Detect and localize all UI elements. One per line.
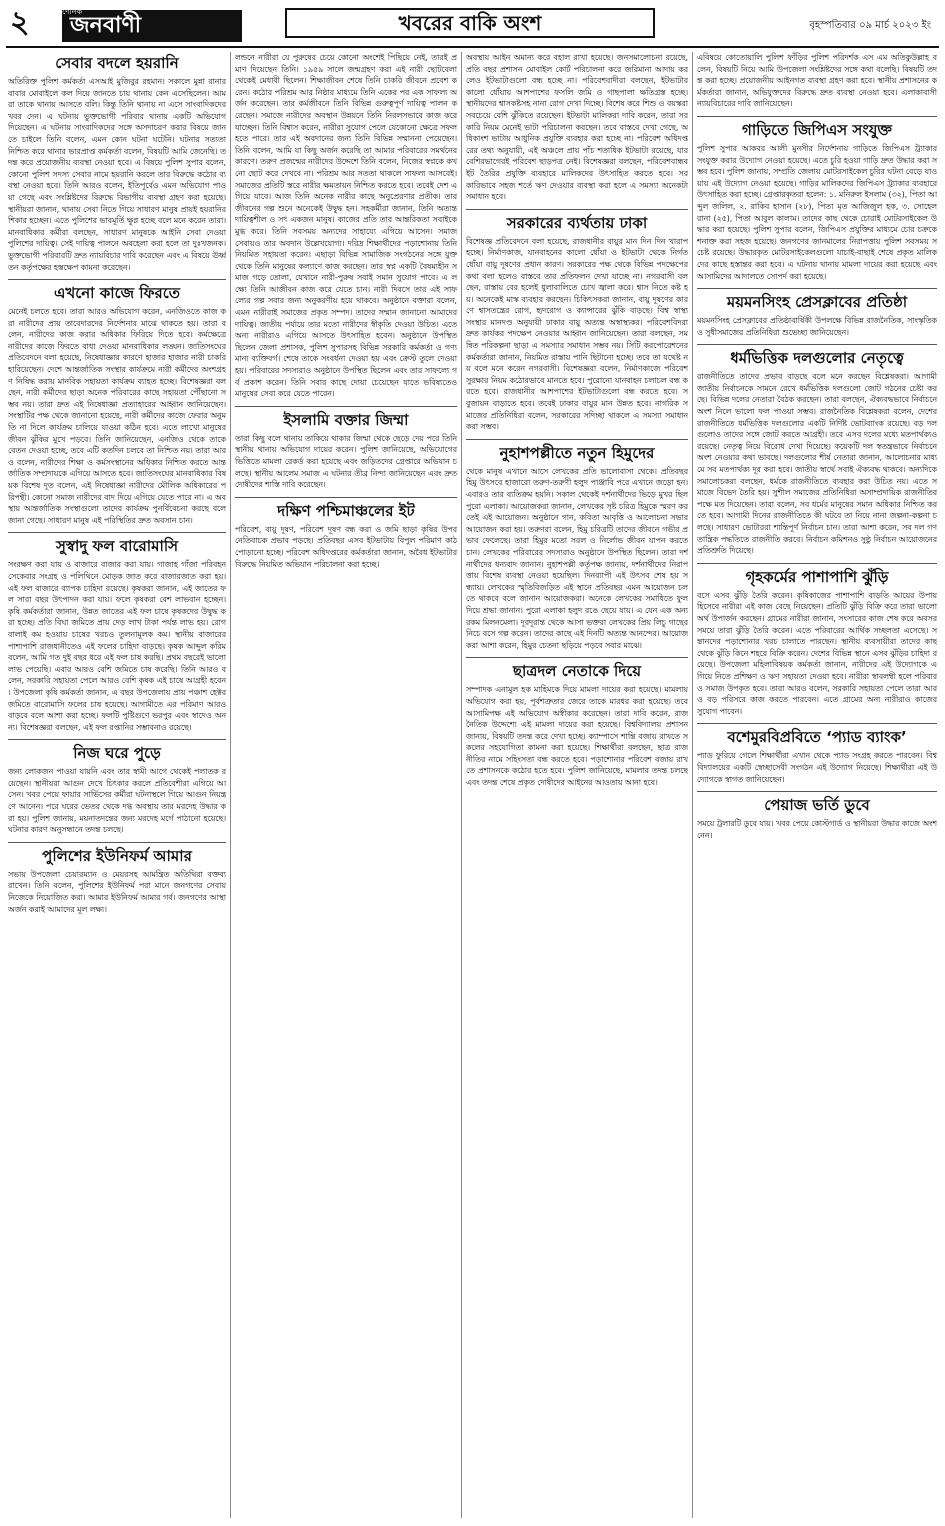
story-body: জন্য লোকজন পাওয়া যায়নি এবং তার স্বামী আগে থেকেই পলাতক রয়েছেন। স্থানীয়রা আগুন দেখে চিৎকার করলে প্রতিবেশীরা এগিয়ে আসেন। খবর পেয়ে ফায়ার সার্ভিসের কর্মীরা ঘটনাস্থলে গিয়ে আগুন নিয়ন্ত্রণে আনেন। পরে ঘরের ভেতর থেকে দগ্ধ অবস্থায় তার মরদেহ উদ্ধার করা হয়। পুলিশ জানায়, ময়নাতদন্তের জন্য মরদেহ মর্গে পাঠানো হয়েছে। ঘটনার কারণ অনুসন্ধানে তদন্ত চলছে। bbox=[8, 767, 226, 835]
story bbox=[466, 444, 688, 652]
story bbox=[466, 214, 688, 433]
story-body: বসে এসব ঝুঁড়ি তৈরি করেন। কৃষিকাজের পাশাপাশি বাড়তি আয়ের উপায় হিসেবে নারীরা এই কাজ বেছে নিয়েছেন। প্রতিটি ঝুঁড়ি বিক্রি করে তারা ভালো অর্থ উপার্জন করছেন। গ্রামের নারীরা জানান, সংসারের কাজ শেষ করে অবসর সময়ে তারা ঝুঁড়ি তৈরি করেন। এতে পরিবারের আর্থিক সচ্ছলতা এসেছে। সন্তানদের পড়াশোনার খরচ চালাতে পারছেন। স্থানীয় ব্যবসায়ীরা তাদের কাছ থেকে ঝুঁড়ি কিনে শহরে বিক্রি করেন। দেশের বিভিন্ন স্থানে এসব ঝুঁড়ির চাহিদা রয়েছে। উপজেলা মহিলাবিষয়ক কর্মকর্তা জানান, নারীদের এই উদ্যোগকে এগিয়ে নিতে প্রশিক্ষণ ও ঋণ সহায়তা দেওয়া হবে। নারীরা স্বাবলম্বী হলে পরিবার ও সমাজ উপকৃত হবে। তারা আরও বলেন, সরকারি সহায়তা পেলে তারা আরও বড় পরিসরে কাজ করতে পারবেন। এতে গ্রামের অন্য নারীরাও কাজের সুযোগ পাবেন। bbox=[697, 590, 937, 716]
story-headline: পুলিশের ইউনিফর্ম আমার bbox=[42, 846, 192, 865]
story bbox=[466, 52, 688, 203]
story bbox=[697, 796, 937, 841]
story bbox=[697, 121, 937, 282]
divider bbox=[8, 532, 226, 533]
page-number: ২ bbox=[10, 5, 30, 40]
story bbox=[697, 293, 937, 338]
story bbox=[466, 662, 688, 788]
story bbox=[235, 502, 457, 570]
divider bbox=[235, 406, 457, 407]
divider bbox=[466, 439, 688, 440]
story-headline: ইসলামি বক্তার জিম্মা bbox=[283, 410, 409, 429]
story-body: সভায় উপজেলা চেয়ারম্যান ও মেয়রসহ আমন্ত্রিত অতিথিরা বক্তব্য রাখেন। তিনি বলেন, পুলিশের ইউনিফর্ম পরা মানে জনগণের সেবায় নিজেকে নিয়োজিত করা। আমার ইউনিফর্ম আমার গর্ব। জনগণের আস্থা অর্জন করাই আমাদের মূল লক্ষ্য। bbox=[8, 869, 226, 914]
divider bbox=[466, 209, 688, 210]
story-body: পরিবেশ, বায়ু দূষণ, পরিবেশ দূষণ বন্ধ করা ও জমি ছাড়া কৃষির উপর নেতিবাচক প্রভাব পড়ছে। প্রতিবছর এসব ইটভাটায় বিপুল পরিমাণ কাঠ পোড়ানো হচ্ছে। পরিবেশ অধিদপ্তরের কর্মকর্তারা জানান, অবৈধ ইটভাটার বিরুদ্ধে নিয়মিত অভিযান পরিচালনা করা হচ্ছে। bbox=[235, 524, 457, 569]
story bbox=[8, 54, 226, 273]
story-headline: ময়মনসিংহ প্রেসক্লাবের প্রতিষ্ঠা bbox=[726, 293, 908, 312]
divider bbox=[8, 739, 226, 740]
divider bbox=[697, 791, 937, 792]
story bbox=[235, 411, 457, 491]
story-headline: ধর্মভিত্তিক দলগুলোর নেতৃত্বে bbox=[730, 349, 904, 368]
story-headline: সরকারের ব্যর্থতায় ঢাকা bbox=[506, 213, 648, 232]
story-body: অতিরিক্ত পুলিশ কর্মকর্তা এসআই মুজিবুর রহমান। সকালে মুন্না রানার বাবার মোবাইলে কল দিয়ে জানতে চায় থানায় কেন এসেছিলেন। আমরা তাকে থানায় আসতে বলি। কিন্তু তিনি থানায় না এসে সাংবাদিকদের খবর দেন। এ ঘটনায় ভুক্তভোগী পরিবার থানায় একটি অভিযোগ দিয়েছেন। এ ঘটনায় সাংবাদিকদের সঙ্গে অসদাচরণ করার বিষয়ে জানতে চাইলে তিনি বলেন, এমন কোন ঘটনা ঘটেনি। ঘটনার সত্যতা নিশ্চিত করে থানার ভারপ্রাপ্ত কর্মকর্তা বলেন, বিষয়টি আমি জেনেছি। তদন্ত করে প্রয়োজনীয় ব্যবস্থা নেওয়া হবে। এ বিষয়ে পুলিশ সুপার বলেন, কোনো পুলিশ সদস্য সেবার নামে হয়রানি করলে তার বিরুদ্ধে কঠোর ব্যবস্থা নেওয়া হবে। তিনি আরও বলেন, ইতিপূর্বেও এমন অভিযোগ পাওয়া গেছে এবং সংশ্লিষ্টদের বিরুদ্ধে বিভাগীয় ব্যবস্থা গ্রহণ করা হয়েছে। স্থানীয়রা জানান, থানায় সেবা নিতে গিয়ে সাধারণ মানুষ প্রায়ই হয়রানির শিকার হচ্ছেন। এতে পুলিশের ভাবমূর্তি ক্ষুণ্ণ হচ্ছে বলে মনে করেন তারা। মানবাধিকার কর্মীরা বলছেন, সাধারণ মানুষকে আইনি সেবা দেওয়া পুলিশের দায়িত্ব। সেই দায়িত্ব পালনে অবহেলা করা হলে তা দুঃখজনক। ভুক্তভোগী পরিবারটি দ্রুত ন্যায়বিচার দাবি করেছেন এবং এ বিষয়ে ঊর্ধ্বতন কর্তৃপক্ষের হস্তক্ষেপ কামনা করেছেন। bbox=[8, 77, 226, 272]
story-headline: গাড়িতে জিপিএস সংযুক্ত bbox=[742, 120, 892, 139]
story-headline: নিজ ঘরে পুড়ে bbox=[73, 744, 161, 763]
story-headline: সুস্বাদু ফল বারোমাসি bbox=[55, 537, 179, 556]
story-body: বিশেষজ্ঞ প্রতিবেদনে বলা হয়েছে, রাজধানীর বায়ুর মান দিন দিন খারাপ হচ্ছে। নির্মাণকাজ, যানবাহনের কালো ধোঁয়া ও ইটভাটা থেকে নির্গত ধোঁয়া বায়ু দূষণের প্রধান কারণ। সরকারের পক্ষ থেকে বিভিন্ন পদক্ষেপের কথা বলা হলেও বাস্তবে তার প্রতিফলন দেখা যাচ্ছে না। নগরবাসী বলছেন, রাস্তায় বের হলেই ধুলাবালিতে চোখ জ্বালা করে। শ্বাস নিতে কষ্ট হয়। অনেকেই মাস্ক ব্যবহার করছেন। চিকিৎসকরা জানান, বায়ু দূষণের কারণে শ্বাসতন্ত্রের রোগ, হৃদরোগ ও ক্যান্সারের ঝুঁকি বাড়ছে। বিশ্ব স্বাস্থ্য সংস্থার মানদণ্ড অনুযায়ী ঢাকার বায়ু অত্যন্ত অস্বাস্থ্যকর। পরিবেশবিদরা দ্রুত কার্যকর পদক্ষেপ নেওয়ার আহ্বান জানিয়েছেন। তারা বলছেন, সমন্বিত পরিকল্পনা ছাড়া এ সমস্যার সমাধান সম্ভব নয়। সিটি করপোরেশনের কর্মকর্তারা জানান, নিয়মিত রাস্তায় পানি ছিটানো হচ্ছে। তবে তা যথেষ্ট নয় বলে মনে করেন নগরবাসী। বিশেষজ্ঞরা বলেন, নির্মাণকাজে পরিবেশ সুরক্ষার নিয়ম কঠোরভাবে মানতে হবে। পুরোনো যানবাহন চলাচল বন্ধ করতে হবে। রাজধানীর আশপাশের ইটভাটাগুলো বন্ধ করতে হবে। সবুজায়ন বাড়াতে হবে। তবেই ঢাকার বায়ুর মান উন্নত হবে। নাগরিক সমাজের প্রতিনিধিরা বলেন, সরকারের সদিচ্ছা থাকলে এ সমস্যা সমাধান করা সম্ভব। bbox=[466, 236, 688, 432]
story bbox=[697, 349, 937, 557]
story bbox=[8, 744, 226, 836]
divider bbox=[697, 723, 937, 724]
column-3 bbox=[466, 52, 688, 1520]
story-body: এবিষয়ে কোতোয়ালি পুলিশ ফাঁড়ির পুলিশ পরিদর্শক এস এম অতিকুউল্লাহ বলেন, বিষয়টি নিয়ে আমি উপজেলা সংশ্লিষ্টদের সঙ্গে কথা বলেছি। বিষয়টি তদন্ত করা হচ্ছে। প্রয়োজনীয় আইনগত ব্যবস্থা গ্রহণ করা হবে। স্থানীয় প্রশাসনের কর্মকর্তারা জানান, অভিযুক্তদের বিরুদ্ধে দ্রুত ব্যবস্থা নেওয়া হবে। এলাকাবাসী ন্যায়বিচারের দাবি জানিয়েছেন। bbox=[697, 53, 937, 109]
divider bbox=[8, 842, 226, 843]
divider bbox=[697, 288, 937, 289]
story-body: তারা কিছু বলে থানায় তাকিয়ে থাকার জিম্মা থেকে ছেড়ে দেয় পরে তিনি স্থানীয় থানায় অভিযোগ দায়ের করেন। পুলিশ জানিয়েছে, অভিযোগের ভিত্তিতে মামলা রেকর্ড করা হয়েছে এবং জড়িতদের গ্রেপ্তারে অভিযান চলছে। স্থানীয় আলেম সমাজ এ ঘটনার তীব্র নিন্দা জানিয়েছেন এবং দ্রুত দোষীদের শাস্তি দাবি করেছেন। bbox=[235, 433, 457, 490]
story bbox=[697, 728, 937, 785]
story bbox=[8, 284, 226, 526]
masthead-rule bbox=[6, 46, 939, 48]
story-headline: পেয়াজ ভর্তি ডুবে bbox=[764, 796, 870, 815]
story-body: অবস্থায় আইন অমান্য করে বহাল রাখা হয়েছে। জনসমালোচনা রয়েছে, প্রতি বছর প্রশাসন মোবাইল কোর্ট পরিচালনা করে জরিমানা আদায় করলেও ইটভাটাগুলো বন্ধ হচ্ছে না। পরিবেশবাদীরা বলছেন, ইটভাটার কালো ধোঁয়ায় আশপাশের ফসলি জমি ও গাছপালা ক্ষতিগ্রস্ত হচ্ছে। স্থানীয়দের শ্বাসকষ্টসহ নানা রোগ দেখা দিচ্ছে। বিশেষ করে শিশু ও বয়স্করা সবচেয়ে বেশি ঝুঁকিতে রয়েছেন। ইটভাটা মালিকরা দাবি করেন, তারা সরকারি নিয়ম মেনেই ভাটা পরিচালনা করছেন। তবে বাস্তবে দেখা গেছে, অধিকাংশ ভাটায় আধুনিক প্রযুক্তি ব্যবহার করা হচ্ছে না। পরিবেশ অধিদপ্তরের তথ্য অনুযায়ী, এই অঞ্চলে প্রায় পাঁচ শতাধিক ইটভাটা রয়েছে, যার বেশিরভাগেরই পরিবেশ ছাড়পত্র নেই। বিশেষজ্ঞরা বলছেন, পরিবেশবান্ধব ইট তৈরির প্রযুক্তি ব্যবহারে মালিকদের উৎসাহিত করতে হবে। সরকারিভাবে সহজ শর্তে ঋণ দেওয়ার ব্যবস্থা করা হলে এ সমস্যা অনেকটা সমাধান হবে। bbox=[466, 53, 688, 202]
story-headline: গৃহকর্মের পাশাপাশি ঝুঁড়ি bbox=[745, 567, 889, 586]
divider bbox=[235, 497, 457, 498]
divider bbox=[466, 657, 688, 658]
story bbox=[235, 52, 457, 400]
story-headline: এখনো কাজে ফিরতে bbox=[53, 284, 181, 303]
story-headline: বশেমুরবিপ্রবিতে ‘প্যাড ব্যাংক’ bbox=[727, 728, 907, 747]
story bbox=[697, 52, 937, 110]
column-2 bbox=[235, 52, 457, 1520]
daily-label: দৈনিক bbox=[62, 7, 83, 16]
divider bbox=[697, 563, 937, 564]
column-rule bbox=[692, 52, 693, 1518]
story-body: ময়মনসিংহ প্রেসক্লাবের প্রতিষ্ঠাবার্ষিকী উপলক্ষে বিভিন্ন রাজনৈতিক, সাংস্কৃতিক ও সুধীসমাজের প্রতিনিধিরা শুভেচ্ছা জানিয়েছেন। bbox=[697, 316, 937, 337]
story bbox=[697, 568, 937, 718]
story-body: প্যাড ফুরিয়ে গেলে শিক্ষার্থীরা এখান থেকে প্যাড সংগ্রহ করতে পারবেন। বিশ্ববিদ্যালয়ের একটি স্বেচ্ছাসেবী সংগঠন এই উদ্যোগ নিয়েছে। শিক্ষার্থীরা এই উদ্যোগকে স্বাগত জানিয়েছেন। bbox=[697, 751, 937, 784]
divider bbox=[697, 116, 937, 117]
story-headline: দক্ষিণ পশ্চিমাঞ্চলের ইট bbox=[277, 501, 415, 520]
story-body: লন্ডনে নারীরা যে পুরুষের চেয়ে কোনো অংশেই পিছিয়ে নেই, তারই প্রমাণ দিয়েছেন তিনি। ১৯৫৯ সালে জন্মগ্রহণ করা এই নারী ছোটবেলা থেকেই মেধাবী ছিলেন। শিক্ষাজীবন শেষে তিনি চাকরি জীবনে প্রবেশ করেন। কঠোর পরিশ্রম আর নিষ্ঠার মাধ্যমে তিনি একের পর এক সাফল্য অর্জন করেছেন। তার কর্মজীবনে তিনি বিভিন্ন গুরুত্বপূর্ণ দায়িত্ব পালন করেছেন। সমাজে নারীদের অবস্থান উন্নয়নে তিনি নিরলসভাবে কাজ করে যাচ্ছেন। তিনি বিশ্বাস করেন, নারীরা সুযোগ পেলে যেকোনো ক্ষেত্রে সফল হতে পারে। তার এই অবদানের জন্য তিনি বিভিন্ন সম্মাননা পেয়েছেন। তিনি বলেন, আমি যা কিছু অর্জন করেছি তা আমার পরিবারের সমর্থনের কারণে। তরুণ প্রজন্মের নারীদের উদ্দেশে তিনি বলেন, নিজের স্বপ্নকে কখনো ছোট করে দেখবে না। পরিশ্রম আর সততা থাকলে সাফল্য আসবেই। সমাজের প্রতিটি স্তরে নারীর ক্ষমতায়ন নিশ্চিত করতে হবে। তবেই দেশ এগিয়ে যাবে। আজ তিনি অনেক নারীর কাছে অনুপ্রেরণার প্রতীক। তার জীবনের গল্প শুনে অনেকেই উদ্বুদ্ধ হন। সহকর্মীরা জানান, তিনি অত্যন্ত দায়িত্বশীল ও সৎ একজন মানুষ। কাজের প্রতি তার আন্তরিকতা সবাইকে মুগ্ধ করে। তিনি সবসময় অন্যদের সাহায্যে এগিয়ে আসেন। সমাজসেবায়ও তার অবদান উল্লেখযোগ্য। দরিদ্র শিক্ষার্থীদের পড়াশোনায় তিনি নিয়মিত সহায়তা করেন। এছাড়া বিভিন্ন সামাজিক সংগঠনের সঙ্গে যুক্ত থেকে তিনি মানুষের কল্যাণে কাজ করছেন। তার স্বপ্ন একটি বৈষম্যহীন সমাজ গড়ে তোলা, যেখানে নারী-পুরুষ সবাই সমান সুযোগ পাবে। এ লক্ষ্যে তিনি আজীবন কাজ করে যেতে চান। নারী দিবসে তার এই সাফল্যের গল্প সবার জন্য অনুকরণীয় হয়ে থাকবে। অনুষ্ঠানে বক্তারা বলেন, এমন নারীরাই সমাজের প্রকৃত সম্পদ। তাদের সম্মান জানানো আমাদের দায়িত্ব। জাতীয় পর্যায়ে তার মতো নারীদের স্বীকৃতি দেওয়া উচিত। এতে অন্য নারীরাও এগিয়ে আসতে উৎসাহিত হবেন। অনুষ্ঠানে উপস্থিত ছিলেন জেলা প্রশাসক, পুলিশ সুপারসহ বিভিন্ন সরকারি কর্মকর্তা ও গণ্যমান্য ব্যক্তিবর্গ। শেষে তাকে সংবর্ধনা দেওয়া হয় এবং ক্রেস্ট তুলে দেওয়া হয়। পরিবারের সদস্যরাও অনুষ্ঠানে উপস্থিত ছিলেন এবং তার সাফল্যে গর্ব প্রকাশ করেন। তিনি সবার কাছে দোয়া চেয়েছেন যাতে ভবিষ্যতেও মানুষের সেবা করে যেতে পারেন। bbox=[235, 53, 457, 399]
story-body: মেনেই চলতে হবে। তারা আরও অভিযোগ করেন, এনজিওতে কাজ করা নারীদের প্রায় তাবেদারদের নির্দেশনার মাঝে থাকতে হয়। তারা বলেন, নারীদের কাজ করার অধিকার ফিরিয়ে দিতে হবে। কর্মক্ষেত্রে নারীদের কাজে ফিরতে বাধা দেওয়া মানবাধিকার লঙ্ঘন। জাতিসংঘের প্রতিবেদনে বলা হয়েছে, নিষেধাজ্ঞার কারণে হাজার হাজার নারী চাকরি হারিয়েছেন। দেশে আন্তর্জাতিক সংস্থার কার্যক্রমে নারী কর্মীদের অংশগ্রহণ নিষিদ্ধ করায় মানবিক সহায়তা কার্যক্রম ব্যাহত হচ্ছে। বিশেষজ্ঞরা বলছেন, নারী কর্মীদের ছাড়া অনেক পরিবারের কাছে সহায়তা পৌঁছানো সম্ভব নয়। তারা দ্রুত এই নিষেধাজ্ঞা প্রত্যাহারের আহ্বান জানিয়েছেন। সংস্থাটির পক্ষ থেকে জানানো হয়েছে, নারী কর্মীদের কাজে ফেরার অনুমতি না দিলে কার্যক্রম চালিয়ে যাওয়া কঠিন হবে। এতে লাখো মানুষের জীবন ঝুঁকির মুখে পড়বে। তিনি জানিয়েছেন, এনজিও থেকে তাকে বেতন দেওয়া হচ্ছে, তবে এটি কতদিন চলবে তা নিশ্চিত নয়। তারা আরও বলেন, নারীদের শিক্ষা ও কর্মসংস্থানের অধিকার নিশ্চিত করতে আন্তর্জাতিক সম্প্রদায়কে এগিয়ে আসতে হবে। জাতিসংঘের মানবাধিকার বিষয়ক বিশেষ দূত বলেন, এই নিষেধাজ্ঞা নারীদের মৌলিক অধিকারের পরিপন্থী। কোনো সমাজ নারীদের বাদ দিয়ে এগিয়ে যেতে পারে না। এ অবস্থায় আন্তর্জাতিক সংস্থাগুলো তাদের কার্যক্রম পুনর্বিবেচনা করছে বলে জানা গেছে। সাধারণ মানুষ এই পরিস্থিতির দ্রুত অবসান চান। bbox=[8, 307, 226, 525]
divider bbox=[697, 344, 937, 345]
column-rule bbox=[461, 52, 462, 1518]
column-rule bbox=[230, 52, 231, 1518]
story-body: সংরক্ষণ করা যায় ও বাজারে বাজার করা যায়। গাজাহ গাঁজা পরিবহন সেকেবার সংগ্রহ ও পলিথিনে মোড়ক জাত করে বাজারজাত করা হয়। এই ফল বাজারে ব্যাপক চাহিদা রয়েছে। কৃষকরা জানান, এই জাতের ফল সারা বছর উৎপাদন করা যায়। ফলে কৃষকরা বেশ লাভবান হচ্ছেন। কৃষি কর্মকর্তারা জানান, উন্নত জাতের এই ফল চাষে কৃষকদের উদ্বুদ্ধ করা হচ্ছে। প্রতি বিঘা জমিতে প্রায় দেড় লাখ টাকা পর্যন্ত লাভ হয়। রোগবালাই কম হওয়ায় চাষের খরচও তুলনামূলক কম। স্থানীয় বাজারের পাশাপাশি রাজধানীতেও এই ফলের চাহিদা বাড়ছে। কৃষক আব্দুল করিম বলেন, আমি গত দুই বছর ধরে এই ফল চাষ করছি। প্রথম বছরেই ভালো লাভ পেয়েছি। এবার আরও বেশি জমিতে চাষ করেছি। তিনি আরও বলেন, সরকারি সহায়তা পেলে আরও বেশি কৃষক এই চাষে আগ্রহী হবেন। উপজেলা কৃষি কর্মকর্তা জানান, এ বছর উপজেলায় প্রায় পঞ্চাশ হেক্টর জমিতে বারোমাসি ফলের চাষ হয়েছে। আগামীতে এর পরিমাণ আরও বাড়বে বলে আশা করা হচ্ছে। ফলটি পুষ্টিগুণে ভরপুর এবং স্বাদেও অনন্য। বিশেষজ্ঞরা বলছেন, এই ফল রপ্তানির সম্ভাবনাও রয়েছে। bbox=[8, 560, 226, 732]
story-body: পুলিশ সুপার আকবর আলী মুনসীর নির্দেশনায় গাড়িতে জিপিএস ট্র্যাকার সংযুক্ত করার উদ্যোগ নেওয়া হয়েছে। এতে চুরি হওয়া গাড়ি দ্রুত উদ্ধার করা সম্ভব হবে। পুলিশ জানায়, সম্প্রতি জেলায় মোটরসাইকেল চুরির ঘটনা বেড়ে যাওয়ায় এই উদ্যোগ নেওয়া হয়েছে। গাড়ির মালিকদের জিপিএস ট্র্যাকার ব্যবহারে উৎসাহিত করা হচ্ছে। গ্রেপ্তারকৃতরা হলেন: ১. মনিরুল ইসলাম (৩২), পিতা আব্দুল জলিল, ২. রাকিব হাসান (২৮), পিতা মৃত আজিজুল হক, ৩. সোহেল রানা (২৫), পিতা আবুল কালাম। তাদের কাছ থেকে চোরাই মোটরসাইকেল উদ্ধার করা হয়েছে। পুলিশ সুপার বলেন, জিপিএস প্রযুক্তির মাধ্যমে চোর চক্রকে শনাক্ত করা সহজ হয়েছে। জনগণের জানমালের নিরাপত্তায় পুলিশ সবসময় সচেষ্ট রয়েছে। উদ্ধারকৃত মোটরসাইকেলগুলো যাচাই-বাছাই শেষে প্রকৃত মালিকদের কাছে হস্তান্তর করা হবে। এ ঘটনায় থানায় মামলা দায়ের করা হয়েছে এবং আসামিদের আদালতে সোপর্দ করা হয়েছে। bbox=[697, 143, 937, 281]
story-headline: ছাত্রদল নেতাকে দিয়ে bbox=[512, 662, 642, 681]
newspaper-logo: জনবাণী bbox=[62, 10, 242, 42]
story bbox=[8, 537, 226, 733]
story bbox=[8, 847, 226, 915]
section-title: খবরের বাকি অংশ bbox=[285, 8, 655, 38]
column-4 bbox=[697, 52, 937, 1520]
story-body: সময়ে ট্রলারটি ডুবে যায়। খবর পেয়ে কোস্টগার্ড ও স্থানীয়রা উদ্ধার কাজে অংশ নেন। bbox=[697, 819, 937, 840]
story-body: সম্পাদক এনামুল হক মাহিমকে দিয়ে মামলা দায়ের করা হয়েছে। মামলায় অভিযোগ করা হয়, পূর্বশত্রুতার জেরে তাকে মারধর করা হয়েছে। তবে আসামিপক্ষ এই অভিযোগ অস্বীকার করেছেন। তারা দাবি করেন, রাজনৈতিক উদ্দেশ্যে এই মামলা দায়ের করা হয়েছে। বিশ্ববিদ্যালয় প্রশাসন জানায়, বিষয়টি তদন্ত করে দেখা হচ্ছে। ক্যাম্পাসে শান্তি বজায় রাখতে সকলের সহযোগিতা কামনা করা হয়েছে। শিক্ষার্থীরা বলছেন, ছাত্র রাজনীতির নামে সহিংসতা বন্ধ করতে হবে। পড়াশোনার পরিবেশ বজায় রাখতে প্রশাসনকে কঠোর হতে হবে। পুলিশ জানিয়েছে, মামলার তদন্ত চলছে এবং তদন্ত শেষে প্রকৃত দোষীদের আইনের আওতায় আনা হবে। bbox=[466, 685, 688, 788]
column-1 bbox=[8, 52, 226, 1520]
story-body: রাজনীতিতে তাদের প্রভাব বাড়ছে বলে মনে করছেন বিশ্লেষকরা। আগামী জাতীয় নির্বাচনকে সামনে রেখে ধর্মভিত্তিক দলগুলো জোট গঠনের চেষ্টা করছে। বিভিন্ন দলের নেতারা বৈঠক করছেন। তারা বলছেন, ঐক্যবদ্ধভাবে নির্বাচনে অংশ নিলে ভালো ফল পাওয়া সম্ভব। রাজনৈতিক বিশ্লেষকরা বলেন, দেশের রাজনীতিতে ধর্মভিত্তিক দলগুলোর একটি নির্দিষ্ট ভোটব্যাংক রয়েছে। বড় দলগুলোও তাদের সঙ্গে জোট করতে আগ্রহী। তবে এসব দলের মধ্যে মতপার্থক্যও রয়েছে। নেতৃত্ব নিয়ে বিরোধ দেখা দিয়েছে। কয়েকটি দল স্বতন্ত্রভাবে নির্বাচনে অংশ নেওয়ার কথা ভাবছে। দলগুলোর শীর্ষ নেতারা জানান, আলোচনার মাধ্যমে সব মতপার্থক্য দূর করা হবে। জাতীয় স্বার্থে সবাই ঐক্যবদ্ধ থাকবে। অন্যদিকে সমালোচকরা বলছেন, ধর্মকে রাজনীতিতে ব্যবহার করা উচিত নয়। এতে সমাজে বিভেদ তৈরি হয়। সুশীল সমাজের প্রতিনিধিরা অসাম্প্রদায়িক রাজনীতির পক্ষে মত দিয়েছেন। তারা বলেন, সব ধর্মের মানুষের সমান অধিকার নিশ্চিত করতে হবে। আগামী দিনের রাজনীতিতে কী ঘটবে তা নিয়ে নানা জল্পনা-কল্পনা চলছে। সাধারণ ভোটাররা শান্তিপূর্ণ নির্বাচন চান। তারা আশা করেন, সব দল গণতান্ত্রিক পদ্ধতিতে রাজনীতি করবে। নির্বাচন কমিশনও সুষ্ঠু নির্বাচন আয়োজনের প্রতিশ্রুতি দিয়েছে। bbox=[697, 372, 937, 556]
story-body: থেকে মানুষ এখানে আসে লেখকের প্রতি ভালোবাসা থেকে। প্রতিবছর হিমু উৎসবে হাজারো তরুণ-তরুণী হলুদ পাঞ্জাবি পরে এখানে জড়ো হন। এবারও তার ব্যতিক্রম হয়নি। সকাল থেকেই দর্শনার্থীদের ভিড়ে মুখর ছিল পুরো এলাকা। আয়োজকরা জানান, লেখকের সৃষ্ট চরিত্র হিমুকে স্মরণ করতেই এই আয়োজন। অনুষ্ঠানে গান, কবিতা আবৃত্তি ও আলোচনা সভার আয়োজন করা হয়। তরুণরা বলেন, হিমু চরিত্রটি তাদের জীবনে গভীর প্রভাব ফেলেছে। তারা হিমুর মতো সরল ও নির্লোভ জীবন যাপন করতে চান। লেখকের পরিবারের সদস্যরাও অনুষ্ঠানে উপস্থিত ছিলেন। তারা দর্শনার্থীদের ধন্যবাদ জানান। নুহাশপল্লী কর্তৃপক্ষ জানায়, দর্শনার্থীদের নিরাপত্তায় বিশেষ ব্যবস্থা নেওয়া হয়েছিল। দিনব্যাপী এই উৎসব শেষ হয় সন্ধ্যায়। লেখকের স্মৃতিবিজড়িত এই স্থানে প্রতিবছর এমন আয়োজন চলতে থাকবে বলে জানান আয়োজকরা। অনেকে লেখকের সমাধিতে ফুল দিয়ে শ্রদ্ধা জানান। পুরো এলাকা হলুদ রঙে ছেয়ে যায়। এ যেন এক অন্যরকম মিলনমেলা। দূরদূরান্ত থেকে আসা ভক্তরা লেখকের প্রিয় লিচু গাছের নিচে বসে গল্প করেন। তাদের কাছে এই দিনটি অত্যন্ত আনন্দের। আয়োজকরা আশা করেন, হিমুর চেতনা ছড়িয়ে পড়বে সবার মাঝে। bbox=[466, 466, 688, 650]
publication-date: বৃহস্পতিবার ০৯ মার্চ ২০২৩ ইং bbox=[809, 20, 931, 31]
story-headline: নুহাশপল্লীতে নতুন হিমুদের bbox=[499, 443, 655, 462]
divider bbox=[8, 279, 226, 280]
story-headline: সেবার বদলে হয়রানি bbox=[55, 54, 179, 72]
masthead bbox=[0, 0, 945, 46]
